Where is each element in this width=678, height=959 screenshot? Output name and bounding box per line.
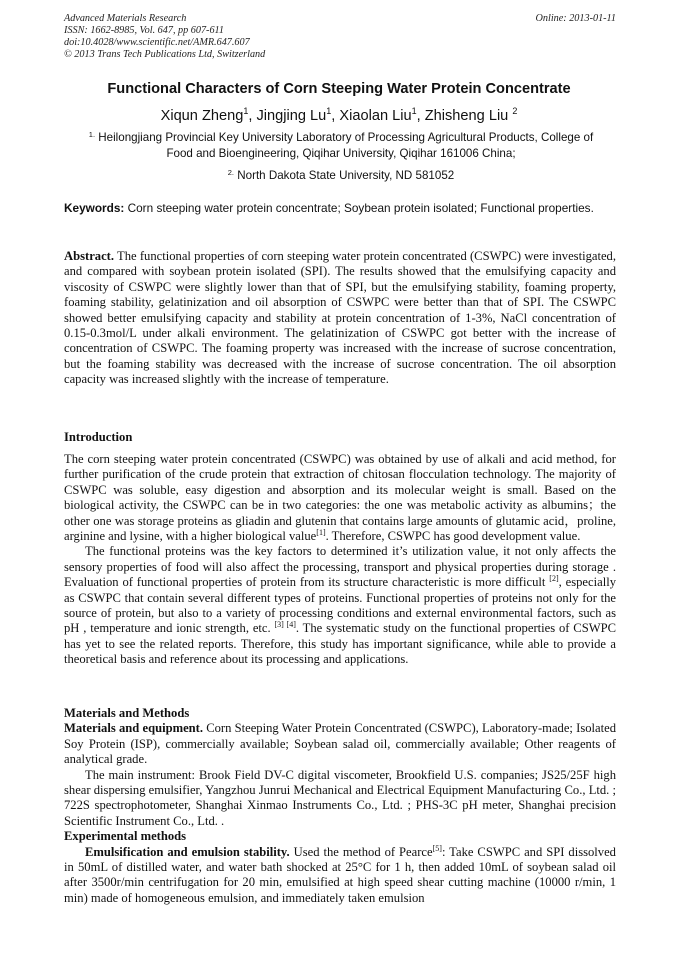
paragraph-text: The corn steeping water protein concentrated (CSWPC) was obtained by use of alkali and acid method, for further purification of the crude protein that extraction of chitosan flocculation technology. The majority of CSWPC was soluble, easy digestion and absorption and its molecular weight is small. Based on the biological activity, the CSWPC can be in two categories: the one was metabolic activity as albumins；the other one was storage proteins as gliadin and glutenin that contains large amounts of glutamic acid，proline, arginine and lysine, with a higher biological value xyxy=(64,452,616,544)
equipment-paragraph xyxy=(64,721,616,767)
paragraph-text: The functional proteins was the key factors to determined it’s utilization value, it not only affects the sensory properties of food will also affect the processing, transport and physical properties during storage . Evaluation of functional properties of protein from its structure characteristic is more difficult xyxy=(64,544,616,590)
paragraph-text: . Therefore, CSWPC has good development value. xyxy=(325,529,581,544)
citation: [1] xyxy=(316,528,326,538)
paragraph-text: The main instrument: Brook Field DV-C digital viscometer, Brookfield U.S. companies; JS25/25F high shear dispersing emulsifier, Yangzhou Junrui Mechanical and Electrical Equipment Manufacturing Co., Ltd. ; 722S spectrophotometer, Shanghai Xinmao Instruments Co., Ltd. ; PHS-3C pH meter, Shanghai precision Scientific Instrument Co., Ltd. . xyxy=(64,767,616,828)
introduction-paragraph-1 xyxy=(64,452,616,544)
experimental-methods-heading: Experimental methods xyxy=(64,829,187,844)
citation: [5] xyxy=(432,843,442,853)
keywords-label: Keywords: xyxy=(64,201,125,215)
emulsification-label: Emulsification and emulsion stability. xyxy=(85,844,290,859)
paper-title: Functional Characters of Corn Steeping Water Protein Concentrate xyxy=(107,81,571,97)
online-date: Online: 2013-01-11 xyxy=(535,13,616,24)
affiliation-text: Heilongjiang Provincial Key University Laboratory of Processing Agricultural Products, College of xyxy=(98,131,594,144)
author-list: Xiqun Zheng$^1$, Jingjing Lu$^1$, Xiaolan Liu$^1$, Zhisheng Liu $^2$ xyxy=(160,106,518,124)
paragraph-text: , especially as CSWPC that contain several different types of proteins. Functional properties of proteins not only for the source of protein, but also to a variety of processing conditions and external environmental factors, such as pH , temperature and ionic strength, etc. xyxy=(64,575,616,636)
author-affiliation-mark: 1 xyxy=(411,106,417,116)
methods-heading: Materials and Methods xyxy=(64,706,190,720)
author-name: Zhisheng Liu xyxy=(424,108,509,124)
introduction-heading: Introduction xyxy=(64,430,133,444)
author-affiliation-mark: 1 xyxy=(243,106,249,116)
author-name: Xiqun Zheng xyxy=(160,108,244,124)
paragraph-text: . The systematic study on the functional properties of CSWPC has yet to see the related reports. Therefore, this study has important significance, while able to provide a theoretical basis and reference about its processing and applications. xyxy=(64,621,617,667)
paragraph-text: Corn Steeping Water Protein Concentrated (CSWPC), Laboratory-made; Isolated Soy Protein (ISP), commercially available; Soybean salad oil, commercially available; Other reagents of analytical grade. xyxy=(64,721,616,767)
paragraph-text: : Take CSWPC and SPI dissolved in 50mL of distilled water, and water bath shocked at 25°C for 1 h, then added 10mL of soybean salad oil after 3500r/min centrifugation for 20 min, emulsified at high speed shear cutting machine (10000 r/min, 1 min) made of homogeneous emulsion, and immediately taken emulsion xyxy=(64,844,616,905)
keywords-text: Corn steeping water protein concentrate; Soybean protein isolated; Functional properties. xyxy=(127,201,594,215)
journal-name: Advanced Materials Research xyxy=(64,13,187,24)
author-name: Xiaolan Liu xyxy=(339,108,412,124)
abstract xyxy=(64,249,616,388)
methods-section xyxy=(64,706,616,906)
affiliation-text: North Dakota State University, ND 581052 xyxy=(237,169,455,182)
affiliation-mark: 1. xyxy=(88,130,96,139)
copyright: © 2013 Trans Tech Publications Ltd, Switzerland xyxy=(64,49,266,60)
author-name: Jingjing Lu xyxy=(256,108,327,124)
introduction-body xyxy=(64,452,616,668)
paragraph-text: Used the method of Pearce xyxy=(293,844,433,859)
keywords xyxy=(64,201,616,215)
instrument-paragraph xyxy=(64,768,616,830)
abstract-text: The functional properties of corn steeping water protein concentrated (CSWPC) were investigated, and compared with soybean protein isolated (SPI). The results showed that the emulsifying capacity and viscosity of CSWPC were slightly lower than that of SPI, but the emulsifying stability, foaming property, foaming stability, gelatinization and oil absorption of CSWPC were better than that of SPI. The CSWPC showed better emulsifying capacity and stability at protein concentration of 1-3%, NaCl concentration of 0.15-0.3mol/L under alkali environment. The gelatinization of CSWPC got better with the increase of concentration of CSWPC. The foaming property was increased with the increase of sucrose concentration, but the foaming stability was decreased with the increase of sucrose concentration. The oil absorption capacity was increased slightly with the increase of temperature. xyxy=(64,249,617,387)
emulsification-paragraph xyxy=(64,845,616,907)
equipment-label: Materials and equipment. xyxy=(64,721,204,736)
citation: [3] [4] xyxy=(274,620,296,630)
affiliation-text: Food and Bioengineering, Qiqihar University, Qiqihar 161006 China; xyxy=(166,146,516,160)
affiliation-1 xyxy=(64,127,618,161)
introduction-heading-block xyxy=(64,430,616,445)
affiliation-2 xyxy=(64,165,618,184)
author-affiliation-mark: 2 xyxy=(512,106,518,116)
affiliation-mark: 2. xyxy=(227,168,235,177)
doi: doi:10.4028/www.scientific.net/AMR.647.607 xyxy=(64,37,250,48)
citation: [2] xyxy=(549,574,559,584)
issn: ISSN: 1662-8985, Vol. 647, pp 607-611 xyxy=(64,25,224,36)
introduction-paragraph-2 xyxy=(64,544,616,667)
abstract-label: Abstract. xyxy=(64,249,115,263)
author-affiliation-mark: 1 xyxy=(326,106,332,116)
running-header xyxy=(64,13,616,61)
